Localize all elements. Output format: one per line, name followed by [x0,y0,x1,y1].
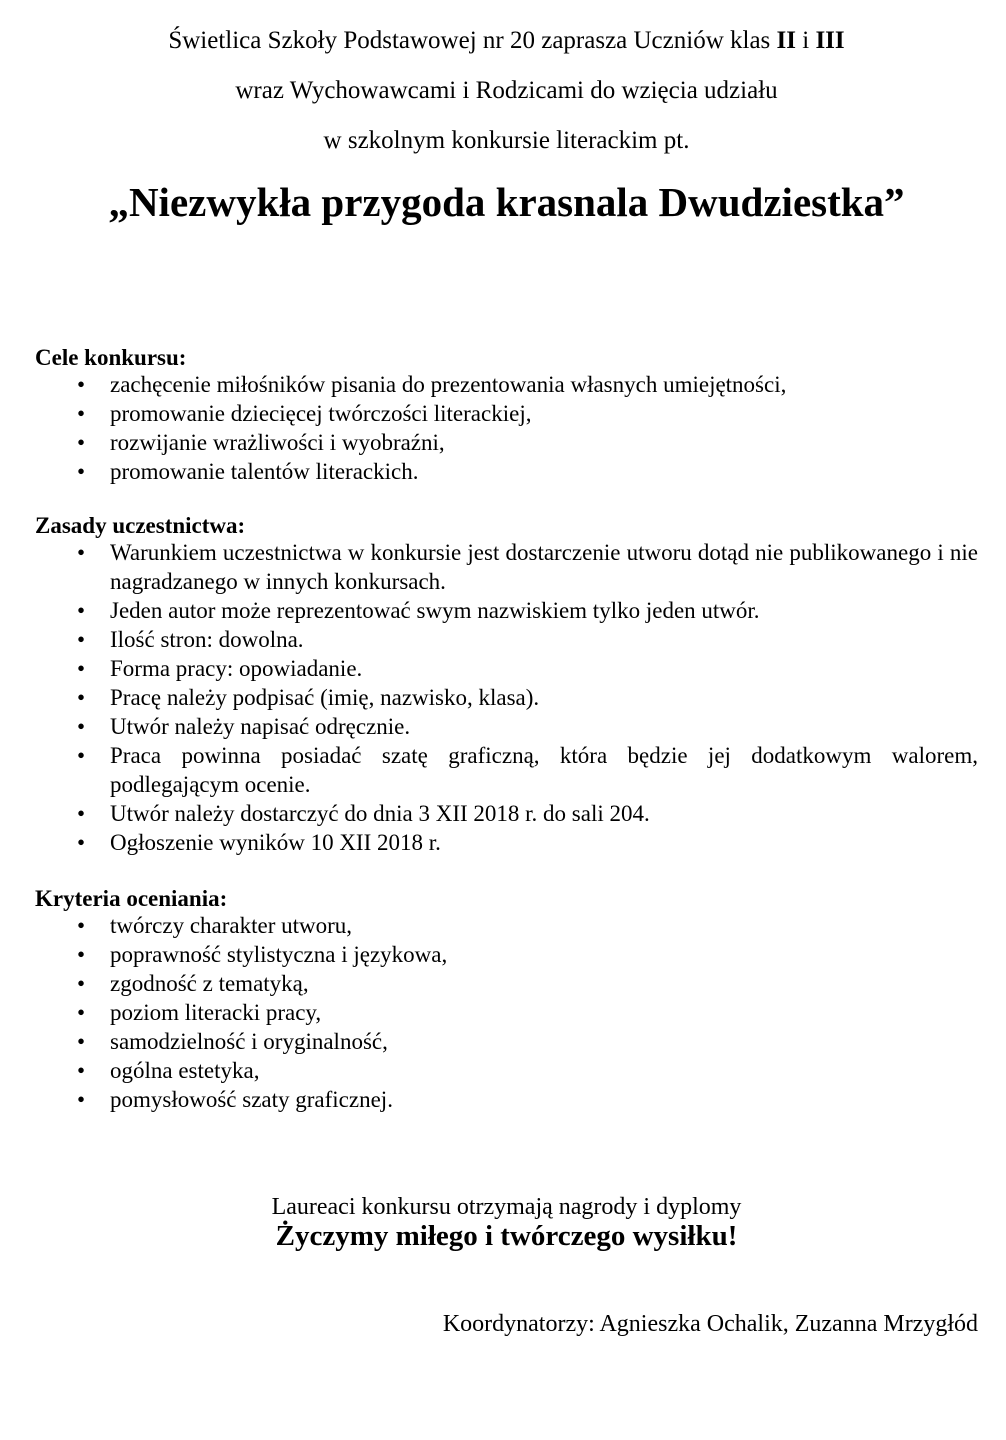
bullet-icon: • [77,540,86,565]
list-item-text: Forma pracy: opowiadanie. [110,656,363,681]
list-item [35,457,978,486]
footer-wishes-line: Życzymy miłego i twórczego wysiłku! [275,1220,738,1252]
list-item [35,625,978,654]
list-item [35,538,978,596]
list-item-text: zgodność z tematyką, [110,971,309,996]
list-item [35,828,978,857]
header-line-1-text: Świetlica Szkoły Podstawowej nr 20 zaprasza Uczniów klas [168,27,777,54]
bullet-icon: • [77,971,86,996]
list-item-text: Ilość stron: dowolna. [110,627,304,652]
bullet-icon: • [77,1029,86,1054]
bullet-icon: • [77,913,86,938]
list-item-text: samodzielność i oryginalność, [110,1029,388,1054]
list-item-text: Ogłoszenie wyników 10 XII 2018 r. [110,830,441,855]
list-item-text: Utwór należy dostarczyć do dnia 3 XII 2018 r. do sali 204. [110,801,650,826]
list-item [35,911,978,940]
bullet-icon: • [77,743,86,768]
section-heading-zasady: Zasady uczestnictwa: [35,513,246,538]
section-kryteria-oceniania [35,886,978,1114]
section-cele-konkursu [35,345,978,486]
list-item [35,940,978,969]
bullet-icon: • [77,656,86,681]
bullet-icon: • [77,942,86,967]
footer-prizes-line: Laureaci konkursu otrzymają nagrody i dyplomy [271,1194,742,1220]
header-line-2: wraz Wychowawcami i Rodzicami do wzięcia udziału [235,77,778,104]
list-item [35,399,978,428]
cele-bullet-list [35,370,978,486]
list-item-text: Jeden autor może reprezentować swym nazwiskiem tylko jeden utwór. [110,598,760,623]
bullet-icon: • [77,1058,86,1083]
bullet-icon: • [77,430,86,455]
header-line-3: w szkolnym konkursie literackim pt. [323,127,690,154]
list-item [35,1027,978,1056]
contest-title: „Niezwykła przygoda krasnala Dwudziestka” [108,179,905,225]
list-item-text: ogólna estetyka, [110,1058,260,1083]
document-header [35,28,978,226]
bullet-icon: • [77,685,86,710]
bullet-icon: • [77,714,86,739]
list-item-text: pomysłowość szaty graficznej. [110,1087,393,1112]
header-line-1-class-iii: III [815,27,845,54]
list-item-text: Warunkiem uczestnictwa w konkursie jest dostarczenie utworu dotąd nie publikowanego i nie nagradzanego w innych konkursach. [110,540,978,594]
list-item [35,969,978,998]
document-footer [35,1193,978,1337]
bullet-icon: • [77,1000,86,1025]
list-item-text: Utwór należy napisać odręcznie. [110,714,411,739]
list-item-text: promowanie talentów literackich. [110,459,419,484]
list-item-text: poziom literacki pracy, [110,1000,322,1025]
list-item [35,683,978,712]
list-item [35,712,978,741]
list-item [35,428,978,457]
header-line-1-conjunction: i [796,27,816,54]
bullet-icon: • [77,459,86,484]
list-item-text: Pracę należy podpisać (imię, nazwisko, klasa). [110,685,540,710]
list-item [35,799,978,828]
section-heading-kryteria: Kryteria oceniania: [35,886,228,911]
header-line-1 [35,28,978,53]
bullet-icon: • [77,372,86,397]
bullet-icon: • [77,801,86,826]
zasady-bullet-list [35,538,978,857]
section-zasady-uczestnictwa [35,513,978,857]
list-item-text: zachęcenie miłośników pisania do prezentowania własnych umiejętności, [110,372,787,397]
list-item [35,1085,978,1114]
bullet-icon: • [77,627,86,652]
header-line-1-class-ii: II [776,27,796,54]
list-item [35,1056,978,1085]
list-item-text: twórczy charakter utworu, [110,913,353,938]
list-item [35,998,978,1027]
bullet-icon: • [77,1087,86,1112]
coordinators-line: Koordynatorzy: Agnieszka Ochalik, Zuzanna Mrzygłód [442,1311,978,1337]
bullet-icon: • [77,830,86,855]
list-item-text: rozwijanie wrażliwości i wyobraźni, [110,430,445,455]
bullet-icon: • [77,401,86,426]
bullet-icon: • [77,598,86,623]
section-heading-cele: Cele konkursu: [35,345,187,370]
list-item-text: Praca powinna posiadać szatę graficzną, która będzie jej dodatkowym walorem, podlegającym ocenie. [110,743,978,797]
kryteria-bullet-list [35,911,978,1114]
list-item-text: poprawność stylistyczna i językowa, [110,942,448,967]
list-item-text: promowanie dziecięcej twórczości literackiej, [110,401,532,426]
list-item [35,370,978,399]
list-item [35,596,978,625]
list-item [35,741,978,799]
list-item [35,654,978,683]
